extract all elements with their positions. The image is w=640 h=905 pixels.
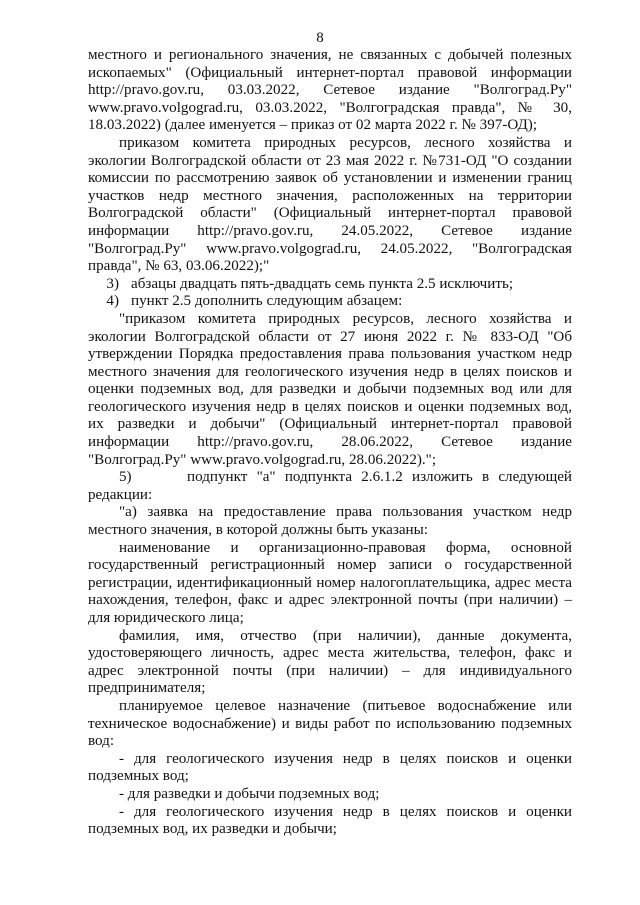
list-number: 5) xyxy=(119,469,132,486)
list-item-4 xyxy=(88,293,572,311)
paragraph-application: "а) заявка на предоставление права пользования участком недр местного значения, в которой должны быть указаны: xyxy=(88,504,572,539)
paragraph-continuation: местного и регионального значения, не связанных с добычей полезных ископаемых" (Официальный интернет-портал правовой информации http://pravo.gov.ru, 03.03.2022, Сетевое издание "Волгоград.Ру" www.pravo.volgograd.ru, 03.03.2022, "Волгоградская правда", № 30, 18.03.2022) (далее именуется – приказ от 02 марта 2022 г. № 397-ОД); xyxy=(88,47,572,134)
list-item-3 xyxy=(88,276,572,294)
document-body xyxy=(88,47,572,839)
paragraph-entrepreneur: фамилия, имя, отчество (при наличии), данные документа, удостоверяющего личность, адрес места жительства, телефон, факс и адрес электронной почты (при наличии) – для индивидуального предпринимателя; xyxy=(88,627,572,697)
page-number: 8 xyxy=(316,30,324,46)
paragraph-legal-entity: наименование и организационно-правовая форма, основной государственный регистрационный номер записи о государственной регистрации, идентификационный номер налогоплательщика, адрес места нахождения, телефон, факс и адрес электронной почты (при наличии) – для юридического лица; xyxy=(88,539,572,626)
list-item-5 xyxy=(88,469,572,504)
dash-item-combined: - для геологического изучения недр в целях поисков и оценки подземных вод, их разведки и добычи; xyxy=(88,803,572,838)
list-text: абзацы двадцать пять-двадцать семь пункта 2.5 исключить; xyxy=(131,275,514,292)
list-number: 3) xyxy=(106,275,119,292)
list-text: пункт 2.5 дополнить следующим абзацем: xyxy=(131,293,403,310)
paragraph-purpose: планируемое целевое назначение (питьевое водоснабжение или техническое водоснабжение) и виды работ по использованию подземных вод: xyxy=(88,697,572,750)
list-text: подпункт "а" подпункта 2.6.1.2 изложить в следующей редакции: xyxy=(88,469,572,503)
dash-item-exploration: - для геологического изучения недр в целях поисков и оценки подземных вод; xyxy=(88,750,572,785)
paragraph-order-731: приказом комитета природных ресурсов, лесного хозяйства и экологии Волгоградской области от 23 мая 2022 г. №731-ОД "О создании комиссии по рассмотрению заявок об установлении и изменении границ участков недр местного значения, расположенных на территории Волгоградской области" (Официальный интернет-портал правовой информации http://pravo.gov.ru, 24.05.2022, Сетевое издание "Волгоград.Ру" www.pravo.volgograd.ru, 24.05.2022, "Волгоградская правда", № 63, 03.06.2022);" xyxy=(88,134,572,275)
dash-item-extraction: - для разведки и добычи подземных вод; xyxy=(119,785,380,802)
paragraph-order-833: "приказом комитета природных ресурсов, лесного хозяйства и экологии Волгоградской области от 27 июня 2022 г. № 833-ОД "Об утверждении Порядка предоставления права пользования участком недр местного значения для геологического изучения недр в целях поисков и оценки подземных вод, для разведки и добычи подземных вод или для геологического изучения недр в целях поисков и оценки подземных вод, их разведки и добычи" (Официальный интернет-портал правовой информации http://pravo.gov.ru, 28.06.2022, Сетевое издание "Волгоград.Ру" www.pravo.volgograd.ru, 28.06.2022)."; xyxy=(88,310,572,468)
list-number: 4) xyxy=(106,293,119,310)
